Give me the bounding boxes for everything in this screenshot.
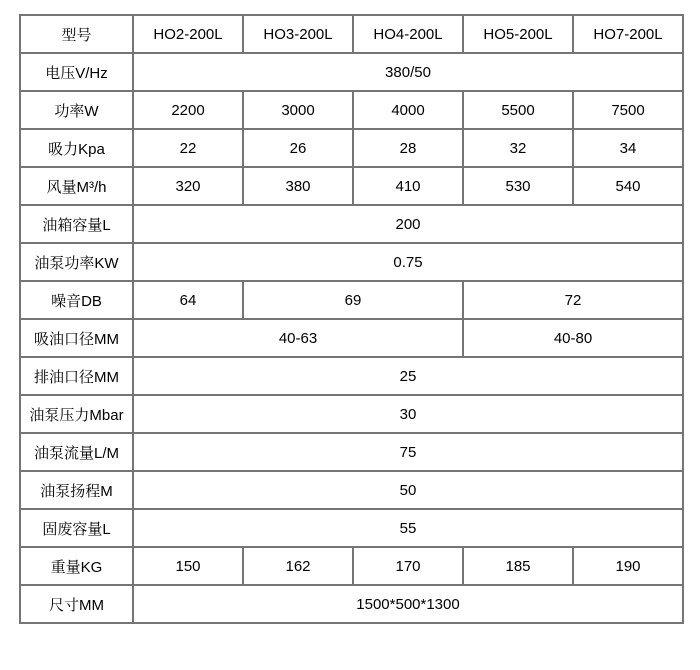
model-header-cell: HO5-200L: [463, 15, 573, 53]
table-row: [20, 15, 683, 53]
spec-table-container: [19, 14, 684, 624]
row-label-cell: 噪音DB: [20, 281, 133, 319]
row-label-cell: 吸油口径MM: [20, 319, 133, 357]
model-header-cell: HO2-200L: [133, 15, 243, 53]
table-row: [20, 129, 683, 167]
value-cell: 190: [573, 547, 683, 585]
spec-table-body: [20, 15, 683, 623]
row-label-cell: 排油口径MM: [20, 357, 133, 395]
row-label-cell: 油泵压力Mbar: [20, 395, 133, 433]
row-label-cell: 电压V/Hz: [20, 53, 133, 91]
row-label-cell: 油箱容量L: [20, 205, 133, 243]
row-label-cell: 尺寸MM: [20, 585, 133, 623]
row-label-cell: 风量M³/h: [20, 167, 133, 205]
table-row: [20, 357, 683, 395]
value-cell: 410: [353, 167, 463, 205]
value-cell: 540: [573, 167, 683, 205]
value-cell: 30: [133, 395, 683, 433]
value-cell: 2200: [133, 91, 243, 129]
value-cell: 0.75: [133, 243, 683, 281]
value-cell: 5500: [463, 91, 573, 129]
row-label-cell: 吸力Kpa: [20, 129, 133, 167]
product-spec-table: [19, 14, 684, 624]
table-row: [20, 205, 683, 243]
model-header-cell: HO3-200L: [243, 15, 353, 53]
value-cell: 380: [243, 167, 353, 205]
value-cell: 3000: [243, 91, 353, 129]
value-cell: 162: [243, 547, 353, 585]
row-label-cell: 油泵功率KW: [20, 243, 133, 281]
value-cell: 55: [133, 509, 683, 547]
table-row: [20, 547, 683, 585]
value-cell: 4000: [353, 91, 463, 129]
value-cell: 28: [353, 129, 463, 167]
value-cell: 72: [463, 281, 683, 319]
table-row: [20, 433, 683, 471]
row-label-cell: 固废容量L: [20, 509, 133, 547]
value-cell: 40-80: [463, 319, 683, 357]
value-cell: 40-63: [133, 319, 463, 357]
value-cell: 64: [133, 281, 243, 319]
value-cell: 69: [243, 281, 463, 319]
model-header-cell: HO7-200L: [573, 15, 683, 53]
value-cell: 32: [463, 129, 573, 167]
table-row: [20, 471, 683, 509]
table-row: [20, 243, 683, 281]
table-row: [20, 395, 683, 433]
value-cell: 1500*500*1300: [133, 585, 683, 623]
table-row: [20, 53, 683, 91]
table-row: [20, 319, 683, 357]
value-cell: 26: [243, 129, 353, 167]
model-header-cell: HO4-200L: [353, 15, 463, 53]
row-label-cell: 油泵流量L/M: [20, 433, 133, 471]
value-cell: 380/50: [133, 53, 683, 91]
table-row: [20, 91, 683, 129]
table-row: [20, 281, 683, 319]
value-cell: 7500: [573, 91, 683, 129]
value-cell: 185: [463, 547, 573, 585]
value-cell: 200: [133, 205, 683, 243]
table-row: [20, 585, 683, 623]
value-cell: 75: [133, 433, 683, 471]
value-cell: 170: [353, 547, 463, 585]
value-cell: 34: [573, 129, 683, 167]
row-label-cell: 功率W: [20, 91, 133, 129]
value-cell: 150: [133, 547, 243, 585]
table-row: [20, 167, 683, 205]
row-label-cell: 重量KG: [20, 547, 133, 585]
row-label-cell: 油泵扬程M: [20, 471, 133, 509]
value-cell: 50: [133, 471, 683, 509]
table-row: [20, 509, 683, 547]
value-cell: 320: [133, 167, 243, 205]
value-cell: 22: [133, 129, 243, 167]
value-cell: 530: [463, 167, 573, 205]
value-cell: 25: [133, 357, 683, 395]
header-label-cell: 型号: [20, 15, 133, 53]
